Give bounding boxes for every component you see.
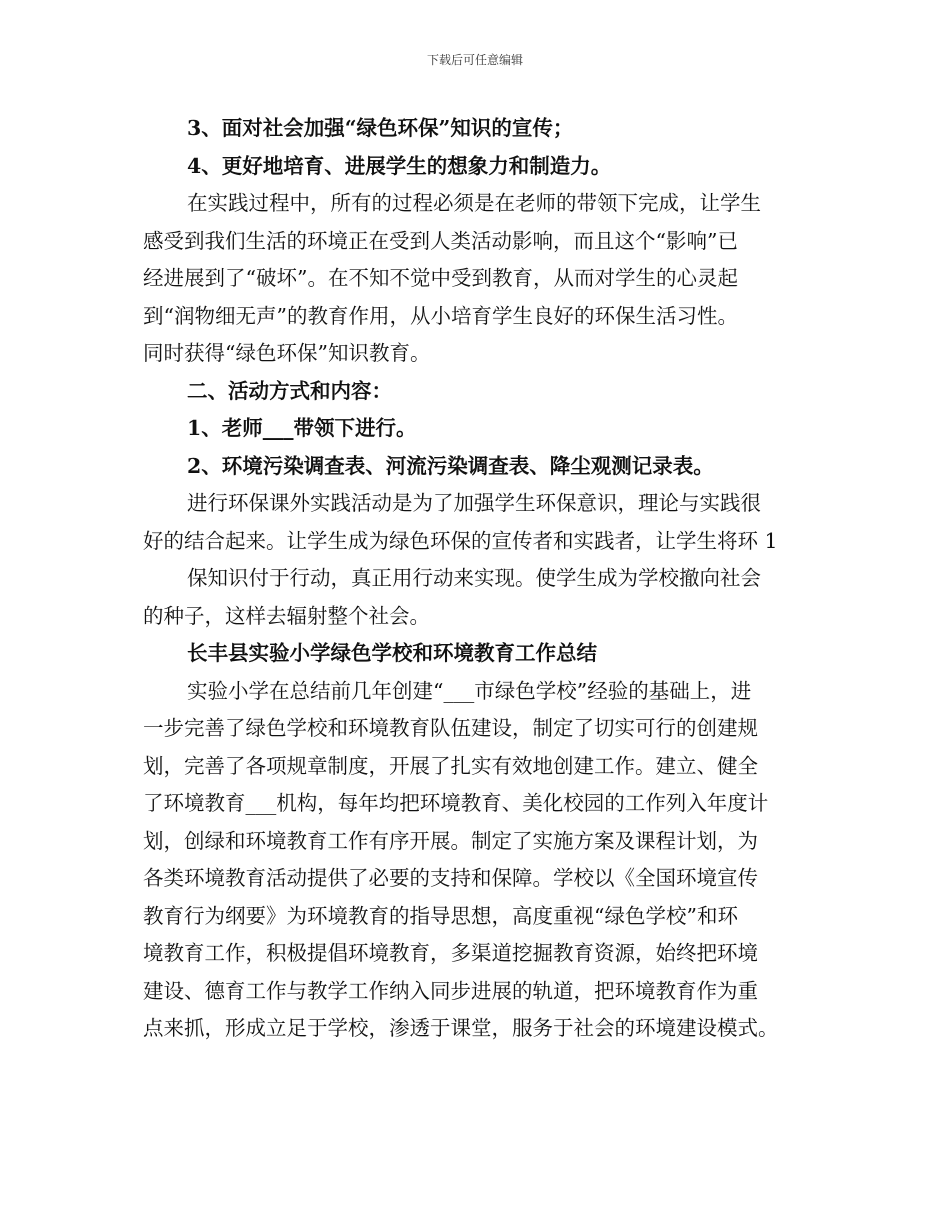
list-item-3: 3、面对社会加强“绿色环保”知识的宣传； [187,116,574,140]
paragraph-line: 划，完善了各项规章制度，开展了扎实有效地创建工作。建立、健全 [143,753,758,778]
page-header: 下载后可任意编辑 [426,53,523,67]
paragraph-line: 实验小学在总结前几年创建“___市绿色学校”经验的基础上，进 [187,678,752,703]
paragraph-line: 点来抓，形成立足于学校，渗透于课堂，服务于社会的环境建设模式。 [143,1016,779,1040]
paragraph-line: 划，创绿和环境教育工作有序开展。制定了实施方案及课程计划，为 [143,828,758,853]
paragraph-line: 了环境教育___机构，每年均把环境教育、美化校园的工作列入年度计 [143,791,769,815]
paragraph-line: 保知识付于行动，真正用行动来实现。使学生成为学校撤向社会 [187,566,761,590]
paragraph-line: 一步完善了绿色学校和环境教育队伍建设，制定了切实可行的创建规 [143,716,758,740]
paragraph-line: 教育行为纲要》为环境教育的指导思想，高度重视“绿色学校”和环 [143,903,738,928]
paragraph-line: 经进展到了“破坏”。在不知不觉中受到教育，从而对学生的心灵起 [143,266,738,290]
list-item-1: 1、老师___带领下进行。 [187,416,417,440]
paragraph-line: 进行环保课外实践活动是为了加强学生环保意识，理论与实践很 [187,491,761,515]
paragraph-line: 在实践过程中，所有的过程必须是在老师的带领下完成，让学生 [187,191,761,215]
paragraph-line: 各类环境教育活动提供了必要的支持和保障。学校以《全国环境宣传 [143,866,758,890]
list-item-4: 4、更好地培育、进展学生的想象力和制造力。 [187,153,612,178]
paragraph-line: 境教育工作，积极提倡环境教育，多渠道挖掘教育资源，始终把环境 [143,941,758,965]
document-title: 长丰县实验小学绿色学校和环境教育工作总结 [187,641,597,665]
paragraph-line: 同时获得“绿色环保”知识教育。 [143,341,431,365]
document-body [143,110,813,1048]
paragraph-line: 感受到我们生活的环境正在受到人类活动影响，而且这个“影响”已 [143,228,738,253]
section-heading: 二、活动方式和内容： [187,378,392,403]
paragraph-line: 好的结合起来。让学生成为绿色环保的宣传者和实践者，让学生将环 1 [143,528,778,553]
paragraph-line: 建设、德育工作与教学工作纳入同步进展的轨道，把环境教育作为重 [143,978,758,1003]
list-item-2: 2、环境污染调查表、河流污染调查表、降尘观测记录表。 [187,453,714,478]
paragraph-line: 到“润物细无声”的教育作用，从小培育学生良好的环保生活习性。 [143,303,738,328]
paragraph-line: 的种子，这样去辐射整个社会。 [143,603,430,628]
